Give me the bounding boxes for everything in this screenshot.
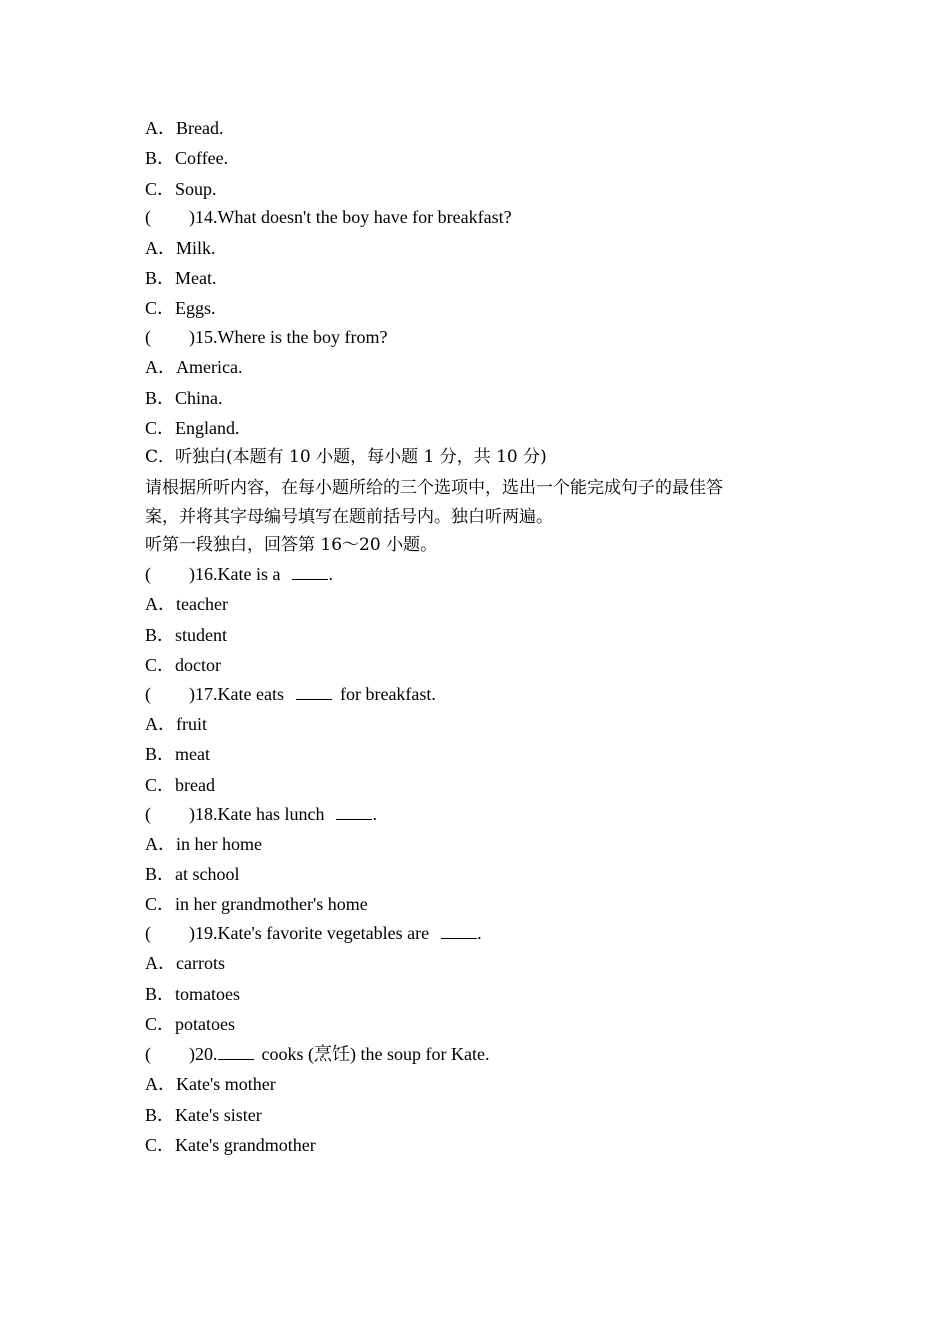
monologue-intro: 听第一段独白，回答第 16～20 小题。	[145, 535, 438, 555]
q19-option-a: A．carrots	[145, 953, 225, 973]
q14-option-c: C．Eggs.	[145, 298, 216, 318]
section-c-heading: C．听独白(本题有 10 小题，每小题 1 分，共 10 分)	[145, 447, 547, 467]
q16-option-b: B．student	[145, 625, 228, 645]
q20-option-a: A．Kate's mother	[145, 1074, 276, 1094]
q15-question: ( )15.Where is the boy from?	[145, 327, 388, 347]
q19-question: ( )19.Kate's favorite vegetables are .	[145, 923, 482, 943]
section-c-instruction-line2: 案，并将其字母编号填写在题前括号内。独白听两遍。	[145, 507, 553, 527]
q16-option-c: C．doctor	[145, 655, 221, 675]
q13-option-b: B．Coffee.	[145, 148, 229, 168]
q16-option-a: A．teacher	[145, 594, 228, 614]
q18-option-a: A．in her home	[145, 834, 262, 854]
q15-option-b: B．China.	[145, 388, 223, 408]
q18-option-c: C．in her grandmother's home	[145, 894, 368, 914]
answer-blank	[218, 1043, 254, 1060]
q14-option-a: A．Milk.	[145, 238, 216, 258]
q20-option-c: C．Kate's grandmother	[145, 1135, 316, 1155]
q18-question: ( )18.Kate has lunch .	[145, 804, 377, 824]
q19-option-b: B．tomatoes	[145, 984, 241, 1004]
q20-question: ( )20. cooks (烹饪) the soup for Kate.	[145, 1044, 490, 1064]
q15-option-a: A．America.	[145, 357, 243, 377]
q17-option-a: A．fruit	[145, 714, 207, 734]
q17-option-c: C．bread	[145, 775, 215, 795]
answer-blank	[292, 563, 328, 580]
q14-question: ( )14.What doesn't the boy have for breakfast?	[145, 207, 512, 227]
q13-option-a: A．Bread.	[145, 118, 224, 138]
q19-option-c: C．potatoes	[145, 1014, 236, 1034]
q13-option-c: C．Soup.	[145, 179, 217, 199]
q17-option-b: B．meat	[145, 744, 210, 764]
answer-blank	[441, 922, 477, 939]
q18-option-b: B．at school	[145, 864, 240, 884]
answer-blank	[336, 803, 372, 820]
q16-question: ( )16.Kate is a .	[145, 564, 333, 584]
q20-option-b: B．Kate's sister	[145, 1105, 262, 1125]
section-c-instruction-line1: 请根据所听内容，在每小题所给的三个选项中，选出一个能完成句子的最佳答	[145, 478, 723, 498]
q17-question: ( )17.Kate eats for breakfast.	[145, 684, 436, 704]
q15-option-c: C．England.	[145, 418, 240, 438]
q14-option-b: B．Meat.	[145, 268, 217, 288]
answer-blank	[296, 683, 332, 700]
